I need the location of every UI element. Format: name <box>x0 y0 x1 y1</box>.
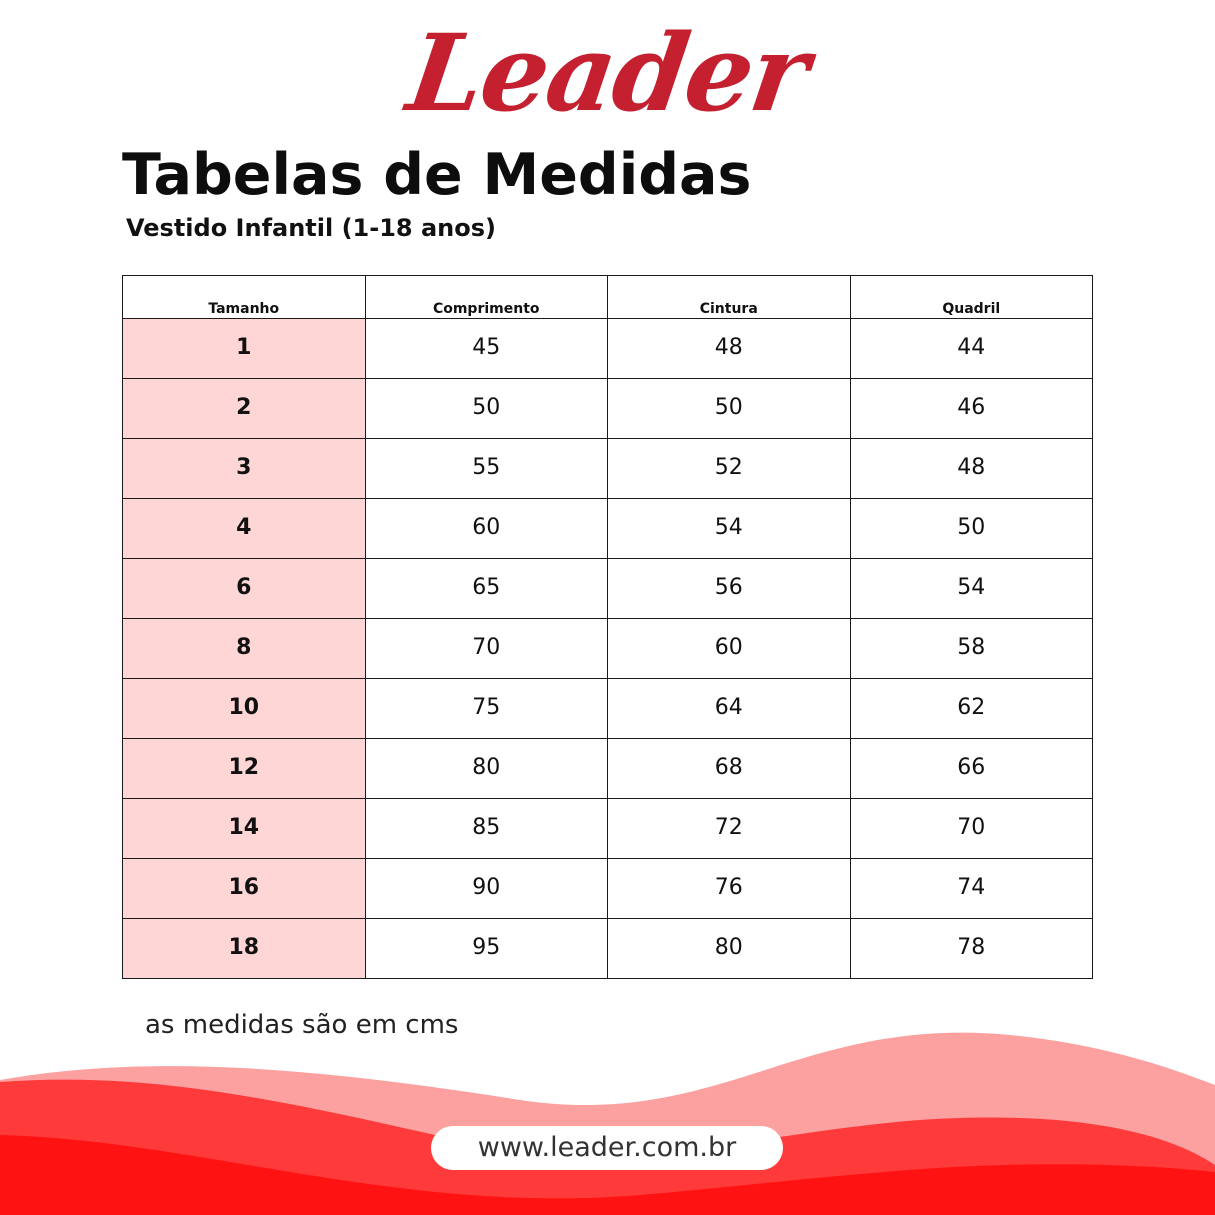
size-cell: 10 <box>123 679 366 739</box>
table-row <box>123 319 1093 379</box>
quadril-cell: 74 <box>850 859 1093 919</box>
size-cell: 16 <box>123 859 366 919</box>
column-header-quadril: Quadril <box>850 276 1093 319</box>
size-cell: 8 <box>123 619 366 679</box>
cintura-cell: 48 <box>608 319 851 379</box>
column-header-comprimento: Comprimento <box>365 276 608 319</box>
table-row <box>123 499 1093 559</box>
comprimento-cell: 90 <box>365 859 608 919</box>
page-subtitle: Vestido Infantil (1-18 anos) <box>126 214 496 242</box>
comprimento-cell: 50 <box>365 379 608 439</box>
page-title: Tabelas de Medidas <box>122 142 752 208</box>
measurements-table <box>122 275 1093 979</box>
quadril-cell: 44 <box>850 319 1093 379</box>
cintura-cell: 64 <box>608 679 851 739</box>
size-cell: 1 <box>123 319 366 379</box>
cintura-cell: 68 <box>608 739 851 799</box>
size-cell: 6 <box>123 559 366 619</box>
column-header-cintura: Cintura <box>608 276 851 319</box>
cintura-cell: 56 <box>608 559 851 619</box>
size-cell: 18 <box>123 919 366 979</box>
cintura-cell: 80 <box>608 919 851 979</box>
website-url[interactable]: www.leader.com.br <box>431 1126 783 1170</box>
cintura-cell: 60 <box>608 619 851 679</box>
table-body <box>123 319 1093 979</box>
size-cell: 4 <box>123 499 366 559</box>
cintura-cell: 72 <box>608 799 851 859</box>
cintura-cell: 50 <box>608 379 851 439</box>
quadril-cell: 48 <box>850 439 1093 499</box>
quadril-cell: 50 <box>850 499 1093 559</box>
size-cell: 2 <box>123 379 366 439</box>
table-row <box>123 379 1093 439</box>
quadril-cell: 62 <box>850 679 1093 739</box>
comprimento-cell: 60 <box>365 499 608 559</box>
quadril-cell: 66 <box>850 739 1093 799</box>
column-header-tamanho: Tamanho <box>123 276 366 319</box>
table-row <box>123 919 1093 979</box>
comprimento-cell: 75 <box>365 679 608 739</box>
size-cell: 14 <box>123 799 366 859</box>
footer-waves <box>0 1030 1215 1215</box>
quadril-cell: 78 <box>850 919 1093 979</box>
comprimento-cell: 65 <box>365 559 608 619</box>
quadril-cell: 58 <box>850 619 1093 679</box>
table-row <box>123 619 1093 679</box>
table-row <box>123 559 1093 619</box>
table-row <box>123 739 1093 799</box>
comprimento-cell: 45 <box>365 319 608 379</box>
leader-logo: Leader <box>400 10 815 135</box>
table-row <box>123 859 1093 919</box>
quadril-cell: 54 <box>850 559 1093 619</box>
quadril-cell: 70 <box>850 799 1093 859</box>
table-header-row <box>123 276 1093 319</box>
quadril-cell: 46 <box>850 379 1093 439</box>
cintura-cell: 76 <box>608 859 851 919</box>
comprimento-cell: 70 <box>365 619 608 679</box>
size-cell: 3 <box>123 439 366 499</box>
comprimento-cell: 80 <box>365 739 608 799</box>
table-row <box>123 679 1093 739</box>
comprimento-cell: 85 <box>365 799 608 859</box>
units-note: as medidas são em cms <box>145 1010 459 1040</box>
comprimento-cell: 55 <box>365 439 608 499</box>
comprimento-cell: 95 <box>365 919 608 979</box>
table-row <box>123 439 1093 499</box>
table-row <box>123 799 1093 859</box>
size-cell: 12 <box>123 739 366 799</box>
cintura-cell: 52 <box>608 439 851 499</box>
cintura-cell: 54 <box>608 499 851 559</box>
